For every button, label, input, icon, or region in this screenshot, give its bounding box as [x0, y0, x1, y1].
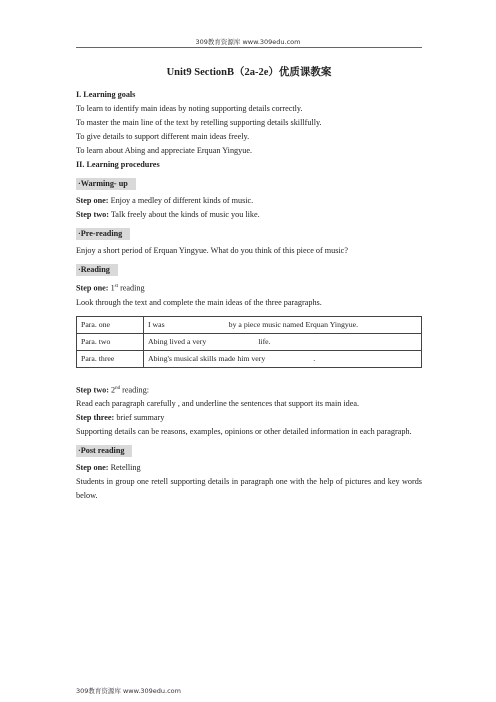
- warming-up-step-two: [76, 208, 422, 222]
- learning-goal-4: To learn about Abing and appreciate Erquan Yingyue.: [76, 146, 253, 155]
- post-reading-label: ·Post reading: [76, 445, 132, 457]
- warming-up-label: ·Warming- up: [76, 178, 136, 190]
- step-number: 1: [108, 283, 115, 293]
- step-number: 2: [108, 385, 116, 395]
- reading-step-one: [76, 280, 422, 296]
- learning-goal-3: To give details to support different main ideas freely.: [76, 132, 250, 141]
- step-text: brief summary: [114, 413, 165, 423]
- table-row: [77, 350, 422, 367]
- pre-reading-text: Enjoy a short period of Erquan Yingyue. What do you think of this piece of music?: [76, 246, 348, 255]
- step-label: Step one:: [76, 463, 109, 473]
- step-text: Enjoy a medley of different kinds of music.: [108, 196, 254, 205]
- reading-step-two-text: Read each paragraph carefully , and underline the sentences that support its main idea.: [76, 399, 360, 409]
- document-title: Unit9 SectionB（2a-2e）优质课教案: [166, 67, 332, 78]
- procedures-heading: II. Learning procedures: [76, 160, 160, 169]
- ordinal-suffix: nd: [115, 385, 121, 391]
- para-cell: Para. one: [77, 316, 144, 333]
- learning-goal-2: To master the main line of the text by retelling supporting details skillfully.: [76, 118, 322, 127]
- step-text: reading:: [120, 385, 149, 395]
- pre-reading-label: ·Pre-reading: [76, 228, 130, 240]
- step-text: reading: [118, 283, 145, 293]
- step-label: Step one:: [76, 196, 109, 205]
- learning-goals-heading: I. Learning goals: [76, 90, 136, 99]
- page-footer: 309教育资源库 www.309edu.com: [76, 687, 181, 695]
- table-row: [77, 333, 422, 350]
- reading-step-three: [76, 411, 422, 425]
- post-reading-step-one-text: Students in group one retell supporting details in paragraph one with the help of pictures and key words below.: [76, 477, 422, 501]
- step-label: Step three:: [76, 413, 115, 423]
- main-idea-cell: I was by a piece music named Erquan Yingyue.: [144, 316, 422, 333]
- reading-step-two: [76, 382, 422, 398]
- step-label: Step two:: [76, 210, 109, 219]
- step-text: Retelling: [108, 463, 141, 473]
- ordinal-suffix: st: [114, 284, 119, 289]
- warming-up-step-one: [76, 194, 422, 208]
- step-label: Step one:: [76, 283, 109, 293]
- learning-goal-1: To learn to identify main ideas by noting supporting details correctly.: [76, 104, 303, 113]
- para-cell: Para. two: [77, 333, 144, 350]
- main-ideas-table: [76, 316, 422, 368]
- post-reading-step-one: [76, 461, 422, 475]
- step-label: Step two:: [76, 385, 109, 395]
- para-cell: Para. three: [77, 350, 144, 367]
- document-body: [76, 64, 422, 503]
- table-row: [77, 316, 422, 333]
- header-rule: [76, 47, 422, 48]
- main-idea-cell: Abing's musical skills made him very .: [144, 350, 422, 367]
- step-text: Talk freely about the kinds of music you like.: [108, 210, 260, 219]
- main-idea-cell: Abing lived a very life.: [144, 333, 422, 350]
- page-header: 309教育资源库 www.309edu.com: [195, 38, 301, 46]
- reading-step-three-text: Supporting details can be reasons, examples, opinions or other detailed information in each paragraph.: [76, 427, 412, 437]
- reading-label: ·Reading: [76, 264, 118, 276]
- reading-step-one-text: Look through the text and complete the main ideas of the three paragraphs.: [76, 297, 322, 307]
